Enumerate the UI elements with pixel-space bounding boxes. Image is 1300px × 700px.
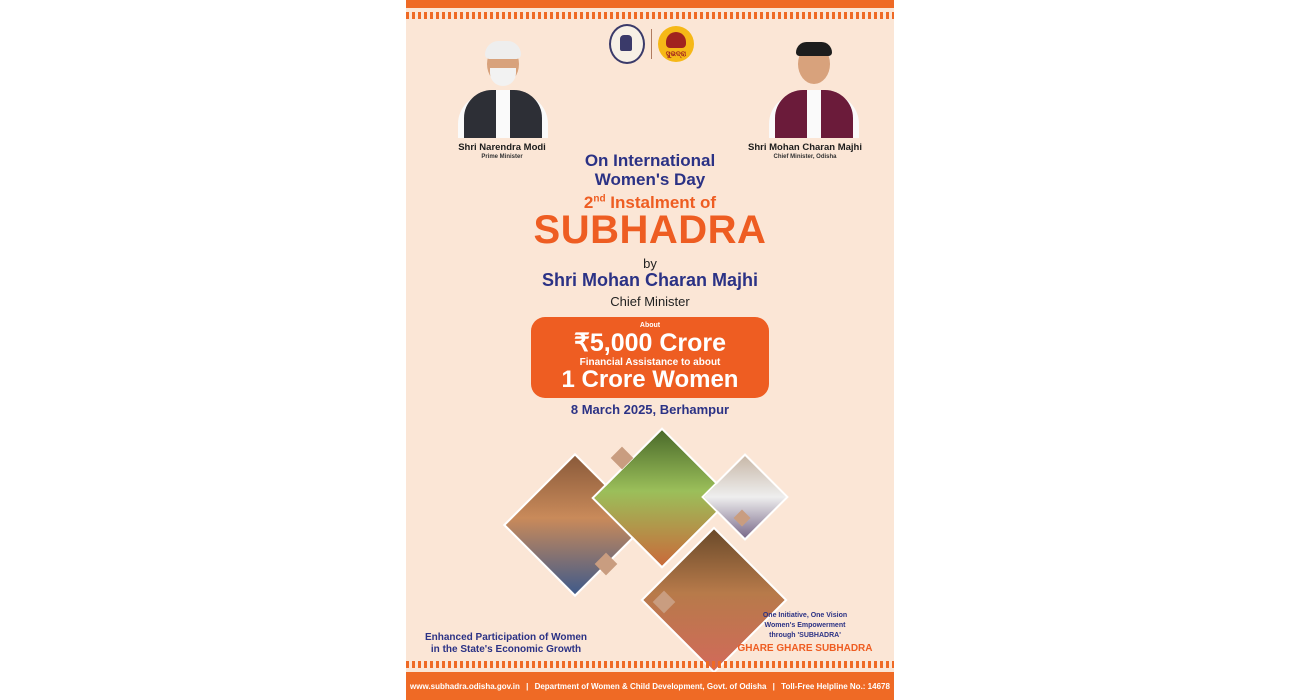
subhadra-logo — [658, 26, 694, 62]
top-orange-band — [406, 0, 894, 8]
caption-right-line3: through 'SUBHADRA' — [769, 632, 841, 639]
amount-value: ₹5,000 Crore — [573, 329, 727, 357]
top-border-pattern — [406, 12, 894, 19]
header-logos — [609, 24, 694, 64]
caption-right-line2: Women's Empowerment — [764, 622, 846, 629]
assistance-label: Financial Assistance to about — [579, 357, 721, 368]
caption-right-line1: One Initiative, One Vision — [762, 612, 848, 619]
instalment-text: Instalment of — [605, 193, 717, 212]
footer-info — [410, 682, 890, 691]
footer-website[interactable]: www.subhadra.odisha.gov.in — [410, 681, 520, 691]
footer-separator: | — [772, 681, 775, 691]
financial-highlight-box — [531, 317, 769, 398]
headline-line2: Women's Day — [594, 170, 706, 189]
footer-department: Department of Women & Child Development, Govt. of Odisha — [534, 681, 767, 691]
caption-left-line2: in the State's Economic Growth — [430, 644, 582, 655]
event-date-place: 8 March 2025, Berhampur — [570, 402, 730, 417]
pm-role: Prime Minister — [481, 154, 523, 160]
footer-separator: | — [526, 681, 529, 691]
by-text: by — [643, 256, 657, 271]
women-count: 1 Crore Women — [561, 366, 739, 393]
cm-headline-name: Shri Mohan Charan Majhi — [541, 270, 759, 290]
cm-name: Shri Mohan Charan Majhi — [747, 142, 862, 153]
odisha-emblem-icon — [609, 24, 645, 64]
subhadra-logo-text: ସୁଭଦ୍ରା — [665, 51, 687, 58]
instalment-number: 2 — [583, 193, 594, 212]
instalment-ordinal: nd — [593, 193, 606, 205]
footer-helpline: Toll-Free Helpline No.: 14678 — [781, 681, 890, 691]
tagline-ghare-ghare-subhadra: GHARE GHARE SUBHADRA — [737, 643, 873, 654]
logo-divider — [651, 29, 652, 59]
bottom-border-pattern — [406, 661, 894, 668]
about-label: About — [639, 322, 661, 329]
portrait-chief-minister — [755, 38, 873, 138]
cm-role: Chief Minister, Odisha — [773, 154, 837, 160]
subhadra-poster — [406, 0, 894, 700]
pm-name: Shri Narendra Modi — [458, 142, 546, 153]
scheme-title: SUBHADRA — [533, 208, 767, 252]
headline-line1: On International — [584, 151, 716, 170]
footer-band — [406, 672, 894, 700]
portrait-prime-minister — [444, 38, 562, 138]
cm-headline-title: Chief Minister — [610, 294, 690, 309]
caption-left-line1: Enhanced Participation of Women — [424, 632, 588, 643]
